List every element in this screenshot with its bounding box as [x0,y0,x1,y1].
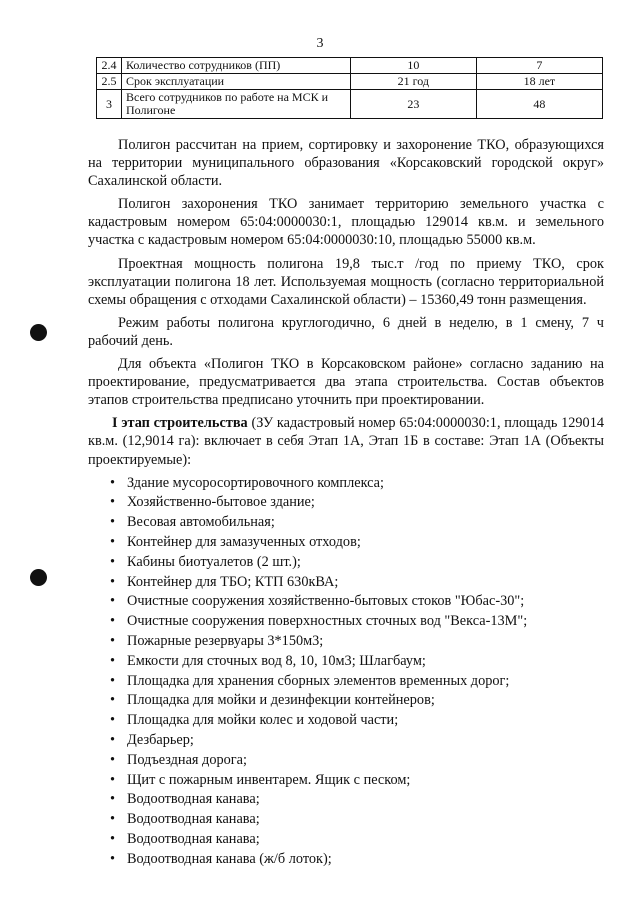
list-item-text: Водоотводная канава; [127,830,260,847]
list-item [110,751,604,771]
list-item-text: Кабины биотуалетов (2 шт.); [127,553,301,570]
bullet-icon: • [110,533,116,550]
list-item [110,771,604,791]
list-item [110,830,604,850]
bullet-icon: • [110,830,116,847]
list-item [110,612,604,632]
list-item [110,553,604,573]
list-item [110,731,604,751]
table-row [97,58,603,74]
list-item-text: Очистные сооружения хозяйственно-бытовых стоков "Юбас-30"; [127,593,525,610]
bullet-icon: • [110,652,116,669]
list-item [110,652,604,672]
stage-text: (ЗУ кадастровый номер 65:04:0000030:1, площадь 129014 кв.м. (12,9014 га): включает в себя Этап 1А, Этап 1Б в составе: Этап 1А (Объекты проектируемые): [88,415,605,468]
row-value-1: 23 [351,90,477,119]
bullet-icon: • [110,731,116,748]
list-item [110,513,604,533]
list-item-text: Контейнер для ТБО; КТП 630кВА; [127,573,339,590]
row-value-2: 7 [476,58,602,74]
row-name: Срок эксплуатации [122,74,351,90]
list-item-text: Площадка для хранения сборных элементов временных дорог; [127,672,510,689]
page-number: 3 [316,36,324,51]
list-item [110,672,604,692]
list-item [110,632,604,652]
list-item-text: Водоотводная канава; [127,811,260,828]
list-item-text: Щит с пожарным инвентарем. Ящик с песком; [127,771,411,788]
bullet-icon: • [110,811,116,828]
bullet-icon: • [110,712,116,729]
row-value-1: 21 год [351,74,477,90]
table-row [97,90,603,119]
list-item-text: Контейнер для замазученных отходов; [127,533,361,550]
paragraph: Режим работы полигона круглогодично, 6 дней в неделю, в 1 смену, 7 ч рабочий день. [88,314,604,349]
row-name: Всего сотрудников по работе на МСК и Полигоне [122,90,351,119]
spec-table [96,57,603,119]
document-body [88,136,604,870]
bullet-icon: • [110,850,116,867]
bullet-icon: • [110,514,116,531]
list-item-text: Весовая автомобильная; [127,514,275,531]
list-item [110,790,604,810]
paragraph: Проектная мощность полигона 19,8 тыс.т /год по приему ТКО, срок эксплуатации полигона 18 лет. Используемая мощность (согласно территориальной схемы обращения с отходами Сахалинской области) – 15360,49 тонн размещения. [88,255,604,308]
list-item [110,573,604,593]
bullet-icon: • [110,553,116,570]
bullet-icon: • [110,593,116,610]
list-item [110,493,604,513]
list-item-text: Водоотводная канава (ж/б лоток); [127,850,332,867]
row-value-1: 10 [351,58,477,74]
list-item-text: Емкости для сточных вод 8, 10, 10м3; Шлагбаум; [127,652,426,669]
paragraph: Полигон захоронения ТКО занимает территорию земельного участка с кадастровым номером 65:04:0000030:1, площадью 129014 кв.м. и земельного участка с кадастровым номером 65:04:0000030:10, площадью 55000 кв.м. [88,196,604,249]
row-value-2: 18 лет [476,74,602,90]
row-value-2: 48 [476,90,602,119]
bullet-icon: • [110,474,116,491]
bullet-icon: • [110,494,116,511]
list-item [110,850,604,870]
list-item-text: Здание мусоросортировочного комплекса; [127,474,384,491]
stage-paragraph [88,414,604,468]
bullet-icon: • [110,613,116,630]
row-number: 2.5 [97,74,122,90]
bullet-icon: • [110,692,116,709]
list-item-text: Подъездная дорога; [127,751,247,768]
paragraph: Полигон рассчитан на прием, сортировку и захоронение ТКО, образующихся на территории муниципального образования «Корсаковский городской округ» Сахалинской области. [88,137,604,190]
list-item [110,691,604,711]
list-item-text: Водоотводная канава; [127,791,260,808]
binder-hole-middle [30,569,47,586]
list-item [110,533,604,553]
table-row [97,74,603,90]
stage-title: I этап строительства [112,415,248,432]
bullet-icon: • [110,771,116,788]
bullet-icon: • [110,632,116,649]
list-item-text: Хозяйственно-бытовое здание; [127,494,315,511]
bullet-icon: • [110,791,116,808]
row-name: Количество сотрудников (ПП) [122,58,351,74]
bullet-icon: • [110,672,116,689]
binder-hole-top [30,324,47,341]
list-item [110,592,604,612]
paragraph: Для объекта «Полигон ТКО в Корсаковском районе» согласно заданию на проектирование, предусматривается два этапа строительства. Состав объектов этапов строительства предписано уточнить при проектировании. [88,356,604,409]
list-item-text: Очистные сооружения поверхностных сточных вод "Векса-13М"; [127,613,528,630]
list-item [110,810,604,830]
bullet-icon: • [110,573,116,590]
list-item [110,711,604,731]
objects-list [88,474,604,870]
row-number: 2.4 [97,58,122,74]
list-item-text: Дезбарьер; [127,731,194,748]
row-number: 3 [97,90,122,119]
bullet-icon: • [110,751,116,768]
list-item [110,474,604,494]
list-item-text: Площадка для мойки и дезинфекции контейнеров; [127,692,435,709]
list-item-text: Площадка для мойки колес и ходовой части; [127,712,399,729]
list-item-text: Пожарные резервуары 3*150м3; [127,632,324,649]
